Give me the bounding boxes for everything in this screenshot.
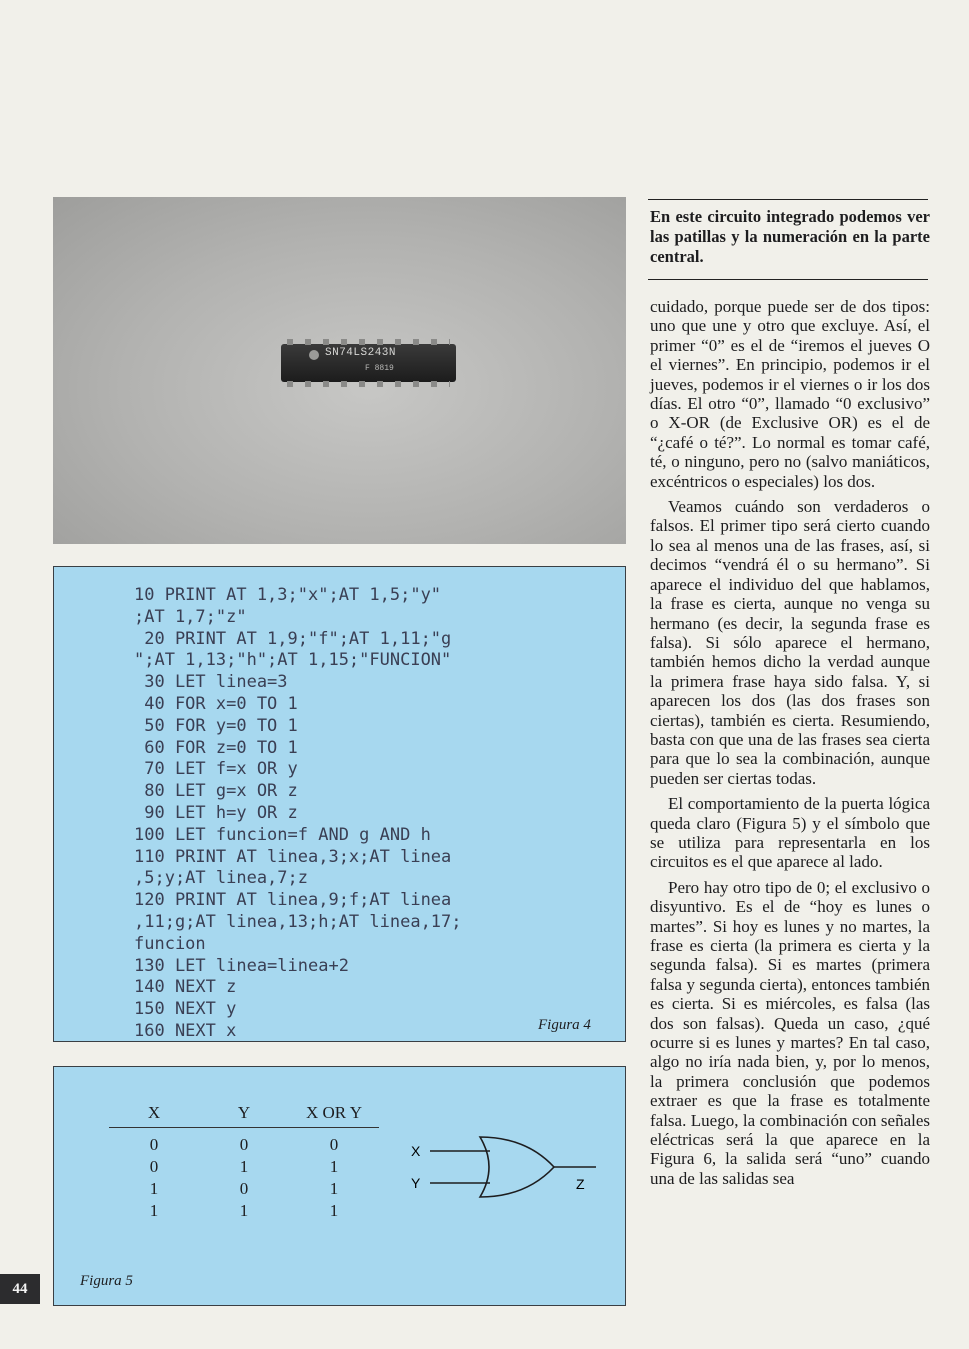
figure-4-label: Figura 4	[538, 1017, 591, 1033]
code-line: 60 FOR z=0 TO 1	[144, 737, 298, 758]
header-y: Y	[237, 1103, 251, 1122]
code-line: ,5;y;AT linea,7;z	[134, 868, 308, 889]
cell: 0	[149, 1135, 159, 1154]
gate-input-x: X	[411, 1143, 421, 1159]
photo-caption: En este circuito integrado podemos ver las patillas y la numeración en la parte central.	[650, 207, 930, 266]
code-line: 80 LET g=x OR z	[144, 781, 298, 802]
code-line: 50 FOR y=0 TO 1	[144, 715, 298, 736]
body-paragraph: Veamos cuándo son verdaderos o falsos. El primer tipo será cierto cuando lo sea al menos una de las frases, así, si decimos “vendrá él o su hermano”. Si aparece el individuo del que hablamos, la frase es cierta, aunque no venga su hermano (es decir, la segunda frase es falsa). Si sólo aparece el hermano, también hemos dicho la verdad aunque la primera frase haya sido falsa. Y, si aparecen los dos (las dos frases son ciertas), también es cierta. Resumiendo, basta con que una de las frases sea cierta para que lo sea la combinación, aunque pueden ser ciertas todas.	[650, 497, 930, 788]
body-paragraph: cuidado, porque puede ser de dos tipos: uno que une y otro que excluye. Así, el primer “0” es el de “iremos el jueves O el viernes”. En principio, podemos ir el jueves, podemos ir el viernes o ir los dos días. El otro “0”, llamado “0 exclusivo” o X-OR (de Exclusive OR) es el de “¿café o té?”. Lo normal es tomar café, té, o ninguno, pero no (salvo maniáticos, excéntricos o especiales) los dos.	[650, 297, 930, 491]
caption-rule-bottom	[648, 279, 928, 280]
code-line: ";AT 1,13;"h";AT 1,15;"FUNCION"	[134, 650, 452, 671]
chip-pins-top	[287, 339, 450, 345]
gate-output-z: Z	[576, 1176, 585, 1192]
code-line: 10 PRINT AT 1,3;"x";AT 1,5;"y"	[134, 585, 442, 605]
truth-table	[109, 1103, 379, 1222]
header-x-or-y: X OR Y	[305, 1103, 363, 1122]
cell: 0	[239, 1135, 249, 1154]
cell: 0	[239, 1179, 249, 1198]
basic-code-listing	[134, 585, 462, 1043]
figure-5-box	[53, 1066, 626, 1306]
cell: 1	[149, 1179, 159, 1198]
cell: 1	[239, 1157, 249, 1176]
code-line: ,11;g;AT linea,13;h;AT linea,17;	[134, 911, 462, 932]
figure-4-box	[53, 566, 626, 1042]
code-line: funcion	[134, 933, 206, 954]
cell: 1	[329, 1157, 339, 1176]
code-line: 40 FOR x=0 TO 1	[144, 693, 298, 714]
code-line: 100 LET funcion=f AND g AND h	[134, 824, 431, 845]
code-line: 160 NEXT x	[134, 1020, 237, 1041]
code-line: 140 NEXT z	[134, 977, 237, 998]
table-row	[109, 1178, 379, 1200]
figure-5-label: Figura 5	[80, 1273, 133, 1289]
body-text-column	[650, 297, 930, 1194]
body-paragraph: Pero hay otro tipo de 0; el exclusivo o disyuntivo. Es el de “hoy es lunes o martes”. Si hoy es lunes y no martes, la frase es cierta (la primera es cierta y la segunda falsa). Si es martes (primera falsa y segunda cierta), entonces también es cierta. Si es miércoles, es falsa (las dos son falsas). Queda un caso, ¿qué ocurre si es lunes y martes? En tal caso, algo no iría nada bien, y, por lo menos, la primera conclusión que podemos extraer es que la frase es totalmente falsa. Luego, la combinación con señales eléctricas será la que aparece en la Figura 6, la salida será “uno” cuando una de las salidas sea	[650, 877, 930, 1188]
code-line: 150 NEXT y	[134, 999, 237, 1020]
table-row	[109, 1128, 379, 1157]
ic-photo	[53, 197, 626, 544]
page-number: 44	[0, 1274, 40, 1304]
ti-logo-icon	[309, 350, 319, 360]
caption-rule-top	[648, 199, 928, 200]
cell: 0	[149, 1157, 159, 1176]
code-line: 70 LET f=x OR y	[144, 759, 298, 780]
table-row	[109, 1156, 379, 1178]
chip-sub-marking: F 8819	[365, 364, 394, 373]
chip-marking: SN74LS243N	[325, 347, 397, 359]
code-line: 120 PRINT AT linea,9;f;AT linea	[134, 890, 452, 911]
table-row	[109, 1200, 379, 1222]
chip-pins-bottom	[287, 381, 450, 387]
code-line: ;AT 1,7;"z"	[134, 606, 247, 627]
code-line: 30 LET linea=3	[144, 672, 288, 693]
code-line: 110 PRINT AT linea,3;x;AT linea	[134, 846, 452, 867]
code-line: 90 LET h=y OR z	[144, 802, 298, 823]
header-x: X	[147, 1103, 161, 1122]
code-line: 130 LET linea=linea+2	[134, 955, 349, 976]
gate-input-y: Y	[411, 1175, 421, 1191]
or-gate-symbol	[406, 1127, 606, 1207]
code-line: 20 PRINT AT 1,9;"f";AT 1,11;"g	[144, 628, 452, 649]
cell: 1	[149, 1201, 159, 1220]
or-gate-body	[480, 1137, 554, 1197]
ic-chip	[281, 344, 456, 382]
cell: 0	[329, 1135, 339, 1154]
cell: 1	[329, 1179, 339, 1198]
cell: 1	[329, 1201, 339, 1220]
cell: 1	[239, 1201, 249, 1220]
truth-table-header	[109, 1103, 379, 1128]
body-paragraph: El comportamiento de la puerta lógica queda claro (Figura 5) y el símbolo que se utiliza para representarla en los circuitos es el que aparece al lado.	[650, 794, 930, 872]
